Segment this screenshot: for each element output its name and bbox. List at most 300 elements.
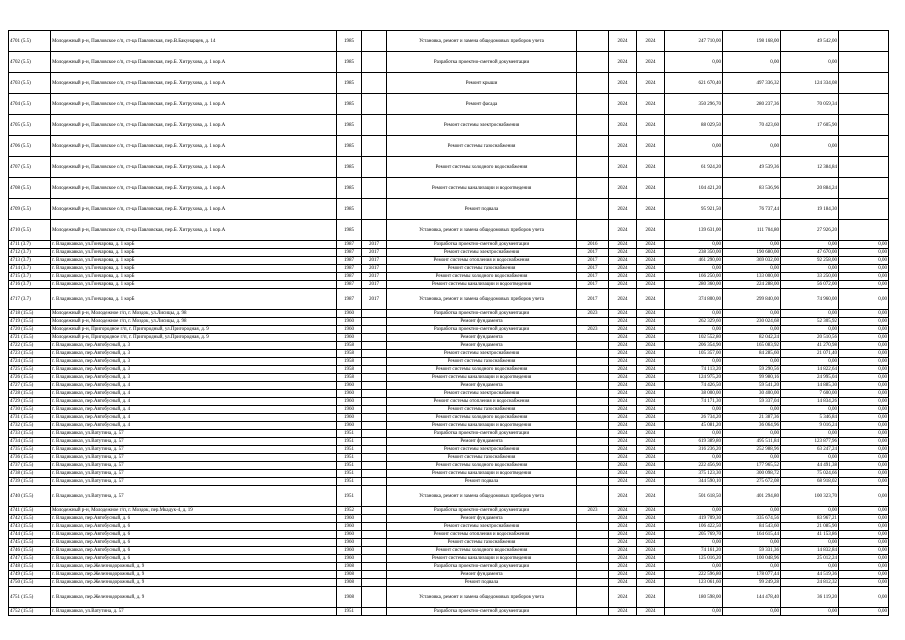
planned-year-cell <box>577 94 609 115</box>
address-cell: Молодежный р-н, Павловское с/п, ст-ца Павловская, пер.Б. Хитрухова, д. 1 кор.А <box>51 220 337 241</box>
table-row <box>9 178 889 199</box>
build-year-cell: 1987 <box>337 273 362 281</box>
row-number-cell: 4747 (15.5) <box>9 555 51 563</box>
start-year-cell: 2024 <box>609 507 637 515</box>
build-year-cell: 1951 <box>337 446 362 454</box>
table-row <box>9 157 889 178</box>
fund-cost-cell: 76 737,44 <box>723 199 781 220</box>
fund-cost-cell: 82 042,24 <box>723 334 781 342</box>
table-row <box>9 608 889 616</box>
work-type-cell: Установка, ремонт и замена общедомовых приборов учета <box>387 289 577 310</box>
row-number-cell: 4749 (15.5) <box>9 571 51 579</box>
build-year-cell: 1951 <box>337 608 362 616</box>
other-cost-cell: 0,00 <box>839 281 889 289</box>
overhaul-year-cell <box>362 94 387 115</box>
owners-cost-cell: 0,00 <box>781 265 839 273</box>
row-number-cell: 4739 (15.5) <box>9 478 51 486</box>
start-year-cell: 2024 <box>609 446 637 454</box>
build-year-cell: 1960 <box>337 310 362 318</box>
table-row <box>9 310 889 318</box>
other-cost-cell: 0,00 <box>839 563 889 571</box>
address-cell: г. Владикавказ, пер.Железнодорожный, д. 9 <box>51 579 337 587</box>
build-year-cell: 1958 <box>337 342 362 350</box>
table-row <box>9 454 889 462</box>
other-cost-cell <box>839 94 889 115</box>
fund-cost-cell: 21 387,36 <box>723 414 781 422</box>
owners-cost-cell: 9 016,24 <box>781 422 839 430</box>
start-year-cell: 2024 <box>609 608 637 616</box>
overhaul-year-cell <box>362 350 387 358</box>
start-year-cell: 2024 <box>609 318 637 326</box>
total-cost-cell: 180 598,00 <box>665 587 723 608</box>
end-year-cell: 2024 <box>637 249 665 257</box>
end-year-cell: 2024 <box>637 563 665 571</box>
total-cost-cell: 0,00 <box>665 608 723 616</box>
other-cost-cell: 0,00 <box>839 310 889 318</box>
fund-cost-cell: 70 423,60 <box>723 115 781 136</box>
start-year-cell: 2024 <box>609 462 637 470</box>
other-cost-cell: 0,00 <box>839 523 889 531</box>
row-number-cell: 4746 (15.5) <box>9 547 51 555</box>
end-year-cell: 2024 <box>637 358 665 366</box>
fund-cost-cell: 164 615,44 <box>723 531 781 539</box>
end-year-cell: 2024 <box>637 579 665 587</box>
end-year-cell: 2024 <box>637 273 665 281</box>
build-year-cell: 1960 <box>337 547 362 555</box>
end-year-cell: 2024 <box>637 350 665 358</box>
overhaul-year-cell <box>362 358 387 366</box>
build-year-cell: 1987 <box>337 289 362 310</box>
table-row <box>9 289 889 310</box>
overhaul-year-cell <box>362 430 387 438</box>
work-type-cell: Ремонт фундамента <box>387 382 577 390</box>
address-cell: г. Владикавказ, ул.Ватутина, д. 57 <box>51 470 337 478</box>
table-row <box>9 555 889 563</box>
work-type-cell: Ремонт системы холодного водоснабжения <box>387 273 577 281</box>
total-cost-cell: 123 061,60 <box>665 579 723 587</box>
address-cell: г. Владикавказ, пер.Автобусный, д. 4 <box>51 390 337 398</box>
end-year-cell: 2024 <box>637 94 665 115</box>
address-cell: г. Владикавказ, ул.Ватутина, д. 57 <box>51 486 337 507</box>
end-year-cell: 2024 <box>637 382 665 390</box>
total-cost-cell: 206 354,90 <box>665 342 723 350</box>
address-cell: г. Владикавказ, пер.Автобусный, д. 3 <box>51 350 337 358</box>
build-year-cell: 1952 <box>337 507 362 515</box>
end-year-cell: 2024 <box>637 257 665 265</box>
table-row <box>9 438 889 446</box>
fund-cost-cell: 49 539,36 <box>723 157 781 178</box>
row-number-cell: 4729 (15.5) <box>9 398 51 406</box>
owners-cost-cell: 7 600,00 <box>781 390 839 398</box>
build-year-cell: 1985 <box>337 178 362 199</box>
planned-year-cell <box>577 478 609 486</box>
work-type-cell: Установка, ремонт и замена общедомовых приборов учета <box>387 31 577 52</box>
row-number-cell: 4742 (15.5) <box>9 515 51 523</box>
other-cost-cell: 0,00 <box>839 587 889 608</box>
fund-cost-cell: 335 674,56 <box>723 515 781 523</box>
start-year-cell: 2024 <box>609 555 637 563</box>
start-year-cell: 2024 <box>609 241 637 249</box>
build-year-cell: 1985 <box>337 115 362 136</box>
other-cost-cell: 0,00 <box>839 318 889 326</box>
work-type-cell: Ремонт системы канализации и водоотведения <box>387 281 577 289</box>
address-cell: г. Владикавказ, ул.Ватутина, д. 57 <box>51 446 337 454</box>
row-number-cell: 4734 (15.5) <box>9 438 51 446</box>
total-cost-cell: 222 456,90 <box>665 462 723 470</box>
address-cell: г. Владикавказ, ул.Гончарова, д. 1 корБ <box>51 281 337 289</box>
address-cell: Молодежный р-н, Павловское с/п, ст-ца Павловская, пер.Б. Хитрухова, д. 1 кор.А <box>51 115 337 136</box>
build-year-cell: 1908 <box>337 587 362 608</box>
end-year-cell: 2024 <box>637 446 665 454</box>
end-year-cell: 2024 <box>637 52 665 73</box>
other-cost-cell: 0,00 <box>839 334 889 342</box>
address-cell: г. Владикавказ, ул.Гончарова, д. 1 корБ <box>51 289 337 310</box>
planned-year-cell <box>577 430 609 438</box>
planned-year-cell <box>577 342 609 350</box>
table-row <box>9 241 889 249</box>
owners-cost-cell: 17 605,90 <box>781 115 839 136</box>
start-year-cell: 2024 <box>609 374 637 382</box>
build-year-cell: 1908 <box>337 579 362 587</box>
start-year-cell: 2024 <box>609 454 637 462</box>
row-number-cell: 4733 (15.5) <box>9 430 51 438</box>
start-year-cell: 2024 <box>609 515 637 523</box>
fund-cost-cell: 59 290,56 <box>723 366 781 374</box>
owners-cost-cell: 75 024,66 <box>781 470 839 478</box>
fund-cost-cell: 99 249,28 <box>723 579 781 587</box>
row-number-cell: 4705 (5.5) <box>9 115 51 136</box>
build-year-cell: 1958 <box>337 350 362 358</box>
work-type-cell: Ремонт подвала <box>387 199 577 220</box>
end-year-cell: 2024 <box>637 220 665 241</box>
overhaul-year-cell <box>362 136 387 157</box>
owners-cost-cell: 0,00 <box>781 430 839 438</box>
fund-cost-cell: 100 048,96 <box>723 555 781 563</box>
planned-year-cell <box>577 73 609 94</box>
table-row <box>9 430 889 438</box>
row-number-cell: 4741 (15.5) <box>9 507 51 515</box>
row-number-cell: 4748 (15.5) <box>9 563 51 571</box>
row-number-cell: 4713 (3.7) <box>9 257 51 265</box>
work-type-cell: Ремонт фасада <box>387 94 577 115</box>
end-year-cell: 2024 <box>637 571 665 579</box>
end-year-cell: 2024 <box>637 281 665 289</box>
overhaul-year-cell <box>362 178 387 199</box>
planned-year-cell: 2017 <box>577 273 609 281</box>
overhaul-year-cell <box>362 571 387 579</box>
planned-year-cell <box>577 358 609 366</box>
row-number-cell: 4712 (3.7) <box>9 249 51 257</box>
row-number-cell: 4719 (15.5) <box>9 318 51 326</box>
planned-year-cell <box>577 199 609 220</box>
fund-cost-cell: 133 000,00 <box>723 273 781 281</box>
planned-year-cell <box>577 587 609 608</box>
total-cost-cell: 74 161,20 <box>665 547 723 555</box>
planned-year-cell <box>577 515 609 523</box>
fund-cost-cell: 0,00 <box>723 52 781 73</box>
overhaul-year-cell <box>362 454 387 462</box>
start-year-cell: 2024 <box>609 430 637 438</box>
row-number-cell: 4717 (3.7) <box>9 289 51 310</box>
build-year-cell: 1987 <box>337 281 362 289</box>
start-year-cell: 2024 <box>609 571 637 579</box>
build-year-cell: 1987 <box>337 257 362 265</box>
planned-year-cell <box>577 31 609 52</box>
overhaul-year-cell <box>362 382 387 390</box>
owners-cost-cell: 24 995,04 <box>781 374 839 382</box>
address-cell: Молодежный р-н, Павловское с/п, ст-ца Павловская, пер.Б. Хитрухова, д. 1 кор.А <box>51 136 337 157</box>
fund-cost-cell: 0,00 <box>723 430 781 438</box>
table-row <box>9 478 889 486</box>
owners-cost-cell: 0,00 <box>781 608 839 616</box>
address-cell: г. Владикавказ, ул.Гончарова, д. 1 корБ <box>51 265 337 273</box>
total-cost-cell: 0,00 <box>665 430 723 438</box>
table-row <box>9 115 889 136</box>
total-cost-cell: 419 709,30 <box>665 515 723 523</box>
other-cost-cell <box>839 52 889 73</box>
planned-year-cell: 2023 <box>577 507 609 515</box>
start-year-cell: 2024 <box>609 178 637 199</box>
start-year-cell: 2024 <box>609 438 637 446</box>
total-cost-cell: 0,00 <box>665 326 723 334</box>
address-cell: г. Владикавказ, пер.Автобусный, д. 6 <box>51 547 337 555</box>
fund-cost-cell: 83 536,96 <box>723 178 781 199</box>
overhaul-year-cell <box>362 470 387 478</box>
work-type-cell: Разработка проектно-сметной документации <box>387 241 577 249</box>
address-cell: г. Владикавказ, пер.Автобусный, д. 6 <box>51 539 337 547</box>
address-cell: г. Владикавказ, ул.Гончарова, д. 1 корБ <box>51 273 337 281</box>
planned-year-cell <box>577 398 609 406</box>
row-number-cell: 4751 (15.5) <box>9 587 51 608</box>
build-year-cell: 1951 <box>337 462 362 470</box>
planned-year-cell: 2017 <box>577 257 609 265</box>
fund-cost-cell: 280 237,36 <box>723 94 781 115</box>
build-year-cell: 1987 <box>337 249 362 257</box>
total-cost-cell: 0,00 <box>665 563 723 571</box>
build-year-cell: 1985 <box>337 94 362 115</box>
overhaul-year-cell <box>362 539 387 547</box>
work-type-cell: Ремонт системы электроснабжения <box>387 350 577 358</box>
start-year-cell: 2024 <box>609 326 637 334</box>
other-cost-cell: 0,00 <box>839 414 889 422</box>
work-type-cell: Ремонт системы отопления и водоснабжения <box>387 398 577 406</box>
total-cost-cell: 0,00 <box>665 136 723 157</box>
work-type-cell: Установка, ремонт и замена общедомовых приборов учета <box>387 486 577 507</box>
table-row <box>9 531 889 539</box>
start-year-cell: 2024 <box>609 486 637 507</box>
address-cell: г. Владикавказ, пер.Автобусный, д. 4 <box>51 398 337 406</box>
work-type-cell: Разработка проектно-сметной документации <box>387 430 577 438</box>
build-year-cell: 1960 <box>337 406 362 414</box>
owners-cost-cell: 63 247,24 <box>781 446 839 454</box>
other-cost-cell: 0,00 <box>839 273 889 281</box>
other-cost-cell: 0,00 <box>839 366 889 374</box>
planned-year-cell <box>577 178 609 199</box>
planned-year-cell: 2017 <box>577 289 609 310</box>
owners-cost-cell: 52 305,92 <box>781 318 839 326</box>
address-cell: Молодежный р-н, Павловское с/п, ст-ца Павловская, пер.Б. Хитрухова, д. 1 кор.А <box>51 178 337 199</box>
owners-cost-cell: 14 885,30 <box>781 382 839 390</box>
address-cell: г. Владикавказ, пер.Автобусный, д. 4 <box>51 422 337 430</box>
build-year-cell: 1958 <box>337 358 362 366</box>
fund-cost-cell: 0,00 <box>723 454 781 462</box>
planned-year-cell <box>577 486 609 507</box>
work-type-cell: Установка, ремонт и замена общедомовых приборов учета <box>387 587 577 608</box>
total-cost-cell: 88 029,50 <box>665 115 723 136</box>
total-cost-cell: 238 350,00 <box>665 249 723 257</box>
overhaul-year-cell <box>362 73 387 94</box>
other-cost-cell: 0,00 <box>839 531 889 539</box>
address-cell: Молодежный р-н, Павловское с/п, ст-ца Павловская, пер.Б. Хитрухова, д. 1 кор.А <box>51 199 337 220</box>
overhaul-year-cell <box>362 342 387 350</box>
start-year-cell: 2024 <box>609 587 637 608</box>
other-cost-cell: 0,00 <box>839 382 889 390</box>
work-type-cell: Ремонт фундамента <box>387 571 577 579</box>
work-type-cell: Ремонт системы холодного водоснабжения <box>387 366 577 374</box>
overhaul-year-cell <box>362 608 387 616</box>
fund-cost-cell: 84 285,60 <box>723 350 781 358</box>
row-number-cell: 4714 (3.7) <box>9 265 51 273</box>
build-year-cell: 1960 <box>337 414 362 422</box>
fund-cost-cell: 0,00 <box>723 406 781 414</box>
fund-cost-cell: 30 400,00 <box>723 390 781 398</box>
build-year-cell: 1908 <box>337 571 362 579</box>
planned-year-cell <box>577 563 609 571</box>
work-type-cell: Ремонт подвала <box>387 478 577 486</box>
overhaul-year-cell: 2017 <box>362 265 387 273</box>
row-number-cell: 4706 (5.5) <box>9 136 51 157</box>
owners-cost-cell: 12 384,84 <box>781 157 839 178</box>
work-type-cell: Ремонт системы газоснабжения <box>387 358 577 366</box>
planned-year-cell <box>577 382 609 390</box>
start-year-cell: 2024 <box>609 406 637 414</box>
row-number-cell: 4710 (5.5) <box>9 220 51 241</box>
owners-cost-cell: 56 072,00 <box>781 281 839 289</box>
other-cost-cell: 0,00 <box>839 454 889 462</box>
end-year-cell: 2024 <box>637 470 665 478</box>
row-number-cell: 4740 (15.5) <box>9 486 51 507</box>
fund-cost-cell: 495 511,84 <box>723 438 781 446</box>
overhaul-year-cell <box>362 446 387 454</box>
start-year-cell: 2024 <box>609 257 637 265</box>
overhaul-year-cell <box>362 531 387 539</box>
total-cost-cell: 262 329,60 <box>665 318 723 326</box>
owners-cost-cell: 14 834,26 <box>781 398 839 406</box>
overhaul-year-cell <box>362 366 387 374</box>
total-cost-cell: 166 250,00 <box>665 273 723 281</box>
table-row <box>9 318 889 326</box>
address-cell: г. Владикавказ, ул.Гончарова, д. 1 корБ <box>51 257 337 265</box>
owners-cost-cell: 92 258,00 <box>781 257 839 265</box>
planned-year-cell <box>577 115 609 136</box>
address-cell: г. Владикавказ, пер.Автобусный, д. 3 <box>51 366 337 374</box>
table-row <box>9 446 889 454</box>
address-cell: Молодежный р-н, Павловское с/п, ст-ца Павловская, пер.В.Бакунарцев, д. 14 <box>51 31 337 52</box>
overhaul-year-cell <box>362 326 387 334</box>
start-year-cell: 2024 <box>609 563 637 571</box>
end-year-cell: 2024 <box>637 178 665 199</box>
owners-cost-cell: 14 832,84 <box>781 547 839 555</box>
row-number-cell: 4723 (15.5) <box>9 350 51 358</box>
table-row <box>9 31 889 52</box>
overhaul-year-cell <box>362 422 387 430</box>
table-row <box>9 273 889 281</box>
owners-cost-cell: 33 250,00 <box>781 273 839 281</box>
end-year-cell: 2024 <box>637 115 665 136</box>
work-type-cell: Ремонт системы электроснабжения <box>387 390 577 398</box>
work-type-cell: Ремонт подвала <box>387 579 577 587</box>
fund-cost-cell: 198 168,00 <box>723 31 781 52</box>
owners-cost-cell: 44 519,36 <box>781 571 839 579</box>
fund-cost-cell: 224 288,00 <box>723 281 781 289</box>
row-number-cell: 4736 (15.5) <box>9 454 51 462</box>
owners-cost-cell: 0,00 <box>781 563 839 571</box>
row-number-cell: 4744 (15.5) <box>9 531 51 539</box>
address-cell: г. Владикавказ, пер.Автобусный, д. 6 <box>51 531 337 539</box>
total-cost-cell: 350 296,70 <box>665 94 723 115</box>
build-year-cell: 1960 <box>337 398 362 406</box>
start-year-cell: 2024 <box>609 478 637 486</box>
owners-cost-cell: 41 270,98 <box>781 342 839 350</box>
total-cost-cell: 104 421,20 <box>665 178 723 199</box>
end-year-cell: 2024 <box>637 73 665 94</box>
total-cost-cell: 38 000,00 <box>665 390 723 398</box>
fund-cost-cell: 0,00 <box>723 310 781 318</box>
start-year-cell: 2024 <box>609 273 637 281</box>
build-year-cell: 1908 <box>337 563 362 571</box>
overhaul-year-cell: 2017 <box>362 273 387 281</box>
owners-cost-cell: 44 491,38 <box>781 462 839 470</box>
end-year-cell: 2024 <box>637 555 665 563</box>
fund-cost-cell: 178 077,44 <box>723 571 781 579</box>
total-cost-cell: 105 357,00 <box>665 350 723 358</box>
end-year-cell: 2024 <box>637 326 665 334</box>
other-cost-cell: 0,00 <box>839 478 889 486</box>
fund-cost-cell: 0,00 <box>723 265 781 273</box>
row-number-cell: 4752 (15.5) <box>9 608 51 616</box>
build-year-cell: 1985 <box>337 52 362 73</box>
end-year-cell: 2024 <box>637 265 665 273</box>
planned-year-cell: 2017 <box>577 249 609 257</box>
fund-cost-cell: 299 840,00 <box>723 289 781 310</box>
address-cell: Молодежный р-н, Павловское с/п, ст-ца Павловская, пер.Б. Хитрухова, д. 1 кор.А <box>51 157 337 178</box>
fund-cost-cell: 0,00 <box>723 326 781 334</box>
capital-repair-table <box>8 30 889 616</box>
total-cost-cell: 222 596,80 <box>665 571 723 579</box>
table-row <box>9 199 889 220</box>
total-cost-cell: 74 113,20 <box>665 366 723 374</box>
total-cost-cell: 0,00 <box>665 310 723 318</box>
overhaul-year-cell <box>362 523 387 531</box>
row-number-cell: 4720 (15.5) <box>9 326 51 334</box>
other-cost-cell: 0,00 <box>839 438 889 446</box>
row-number-cell: 4732 (15.5) <box>9 422 51 430</box>
row-number-cell: 4726 (15.5) <box>9 374 51 382</box>
planned-year-cell <box>577 470 609 478</box>
table-row <box>9 220 889 241</box>
work-type-cell: Ремонт системы газоснабжения <box>387 454 577 462</box>
other-cost-cell: 0,00 <box>839 265 889 273</box>
fund-cost-cell: 401 294,80 <box>723 486 781 507</box>
total-cost-cell: 0,00 <box>665 52 723 73</box>
other-cost-cell: 0,00 <box>839 358 889 366</box>
work-type-cell: Ремонт фундамента <box>387 515 577 523</box>
overhaul-year-cell <box>362 374 387 382</box>
overhaul-year-cell <box>362 52 387 73</box>
planned-year-cell <box>577 446 609 454</box>
work-type-cell: Ремонт системы электроснабжения <box>387 446 577 454</box>
work-type-cell: Ремонт системы холодного водоснабжения <box>387 462 577 470</box>
